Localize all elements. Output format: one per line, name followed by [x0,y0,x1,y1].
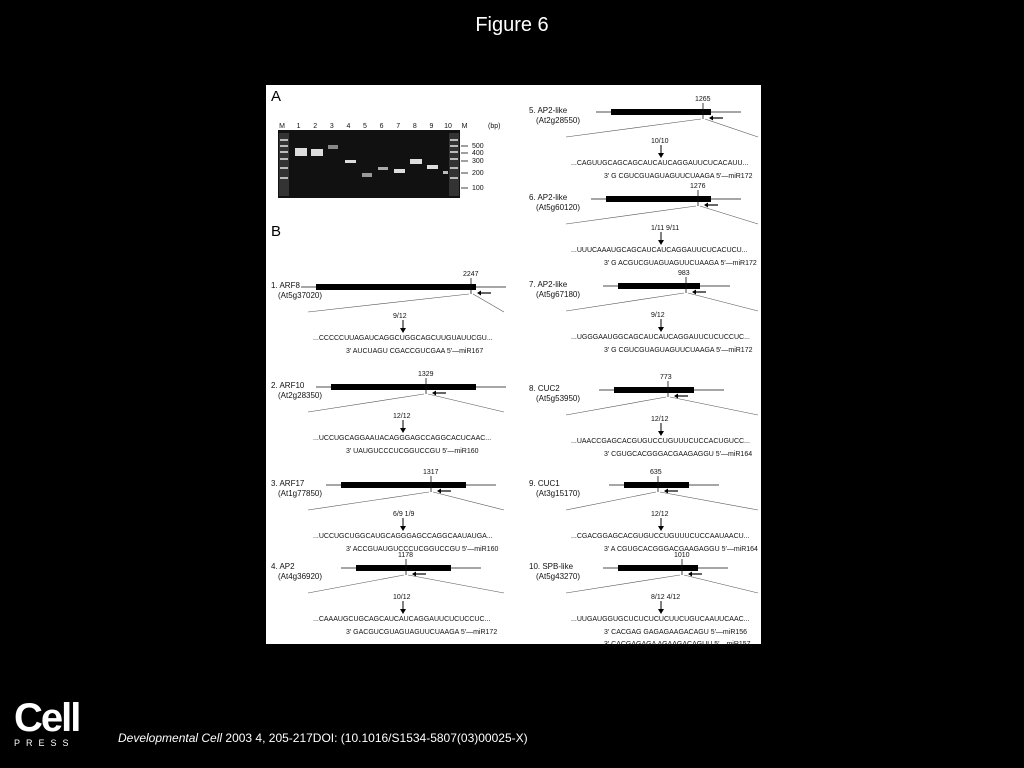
target-block [529,183,758,267]
gene-name: 4. AP2 [271,562,295,571]
gel-lane-label: 10 [444,123,452,130]
target-block [529,469,758,553]
gene-name: 7. AP2-like [529,280,568,289]
logo-press: PRESS [14,738,75,748]
mrna-sequence: ...UUGAUGGUGCUCUCUCUCUUCUGUCAAUUCAAC... [571,616,750,623]
cleavage-ratio: 10/10 [651,138,669,145]
target-block [529,270,758,354]
zoom-line [700,206,758,224]
logo-cell: Cell [14,696,80,740]
cleavage-ratio: 12/12 [393,413,411,420]
primer-arrowhead [437,489,441,494]
zoom-line [428,394,504,412]
site-position: 1276 [690,183,706,190]
gene-accession: (At5g60120) [536,203,581,212]
gene-name: 6. AP2-like [529,193,568,202]
cleavage-ratio: 8/12 4/12 [651,594,681,601]
primer-arrowhead [692,290,696,295]
primer-arrowhead [704,203,708,208]
gel-marker-label: 100 [472,185,484,192]
gel-lane-label: 3 [329,123,334,130]
cleavage-arrowhead [400,609,406,614]
zoom-line [566,397,666,415]
mirna-sequence: 3′ UAUGUCCCUCGGUCCGU 5′—miR160 [346,448,479,455]
zoom-line [308,294,469,312]
mrna-sequence: ...UAACCGAGCACGUGUCCUGUUUCUCCACUGUCC... [571,438,750,445]
gene-name: 3. ARF17 [271,479,305,488]
primer-arrowhead [477,291,481,296]
site-position: 1010 [674,552,690,559]
panel-label-b: B [271,223,282,240]
gene-accession: (At2g28350) [278,391,323,400]
zoom-line [308,492,429,510]
cleavage-ratio: 6/9 1/9 [393,511,415,518]
primer-arrowhead [432,391,436,396]
zoom-line [688,293,758,311]
gene-name: 2. ARF10 [271,381,305,390]
mirna-sequence: 3′ G ACGUCGUAGUAGUUCUAAGA 5′—miR172 [604,260,757,267]
gene-name: 5. AP2-like [529,106,568,115]
zoom-line [473,294,504,312]
gel-lane-label: 5 [363,123,367,130]
gene-name: 9. CUC1 [529,479,560,488]
cleavage-arrowhead [658,240,664,245]
mirna-sequence: 3′ GACGUCGUAGUAGUUCUAAGA 5′—miR172 [346,629,498,636]
site-position: 635 [650,469,662,476]
mrna-sequence: ...CGACGGAGCACGUGUCCUGUUUCUCCAAUAACU... [571,533,750,540]
mirna-sequence: 3′ G CGUCGUAGUAGUUCUAAGA 5′—miR172 [604,173,753,180]
target-block [271,469,504,553]
gel-lane-label: 1 [296,123,301,130]
zoom-line [660,492,758,510]
zoom-line [566,206,696,224]
gel-marker-labels [461,143,484,192]
mrna-sequence: ...CAGUUGCAGCAGCAUCAUCAGGAUUCUCACAUU... [571,160,749,167]
site-position: 983 [678,270,690,277]
zoom-line [684,575,758,593]
gel-lane-label: 4 [346,123,351,130]
site-position: 773 [660,374,672,381]
gene-name: 8. CUC2 [529,384,560,393]
zoom-line [433,492,504,510]
gel-lane-label: 7 [396,123,401,130]
zoom-line [308,575,404,593]
site-position: 1265 [695,96,711,103]
mirna-sequence: 3′ CGUGCACGGGACGAAGAGGU 5′—miR164 [604,451,753,458]
gel-marker-label: 300 [472,158,484,165]
gel-lane-label: 2 [313,123,318,130]
journal-name: Developmental Cell [118,731,223,745]
cleavage-ratio: 12/12 [651,511,669,518]
cleavage-arrowhead [658,526,664,531]
target-block [529,552,758,648]
panel-label-a: A [271,88,282,105]
cleavage-ratio: 1/11 9/11 [651,225,680,232]
cds-bar [618,283,700,289]
site-position: 1178 [398,552,414,559]
zoom-line [705,119,758,137]
mrna-sequence: ...CCCCCUUAGAUCAGGCUGGCAGCUUGUAUUCGU... [313,335,493,342]
gene-name: 10. SPB-like [529,562,574,571]
cds-bar [331,384,476,390]
mrna-sequence: ...UGGGAAUGGCAGCAUCAUCAGGAUUCUCUCCUC... [571,334,750,341]
cleavage-ratio: 9/12 [651,312,665,319]
mirna-sequence: 3′ ACCGUAUGUCCCUCGGUCCGU 5′—miR160 [346,546,499,553]
site-position: 1329 [418,371,434,378]
target-block [271,271,506,355]
gel-lane-label: 6 [379,123,384,130]
site-position: 2247 [463,271,479,278]
gene-accession: (At5g43270) [536,572,581,581]
cds-bar [341,482,466,488]
site-position: 1317 [423,469,439,476]
gene-name: 1. ARF8 [271,281,300,290]
cleavage-ratio: 10/12 [393,594,411,601]
gene-accession: (At3g15170) [536,489,581,498]
cds-bar [611,109,711,115]
gene-accession: (At5g37020) [278,291,323,300]
mrna-sequence: ...CAAAUGCUGCAGCAUCAUCAGGAUUCUCUCCUC... [313,616,491,623]
zoom-line [566,119,701,137]
figure-svg [266,85,761,648]
cds-bar [606,196,711,202]
gel-lane-label: M [279,123,285,130]
gel-marker-label: 400 [472,150,484,157]
cleavage-arrowhead [658,327,664,332]
gel-unit-label: (bp) [488,123,501,130]
mirna-sequence: 3′ A CGUGCACGGGACGAAGAGGU 5′—miR164 [604,546,758,553]
target-block [271,552,504,636]
primer-arrowhead [688,572,692,577]
target-block [529,96,758,180]
gel-image [278,130,460,198]
mrna-sequence: ...UUUCAAAUGCAGCAUCAUCAGGAUUCUCACUCU... [571,247,748,254]
zoom-line [308,394,424,412]
target-block [529,374,758,458]
cleavage-arrowhead [658,153,664,158]
gene-accession: (At5g53950) [536,394,581,403]
cds-bar [618,565,698,571]
gel-lane-label: 8 [412,123,417,130]
gene-accession: (At2g28550) [536,116,581,125]
gene-accession: (At1g77850) [278,489,323,498]
gene-accession: (At4g36920) [278,572,323,581]
cds-bar [624,482,689,488]
cleavage-arrowhead [658,431,664,436]
gel-marker-label: 500 [472,143,484,150]
zoom-line [566,293,684,311]
target-block [271,371,506,455]
cds-bar [316,284,476,290]
primer-arrowhead [709,116,713,121]
cleavage-arrowhead [658,609,664,614]
figure-title: Figure 6 [475,14,549,36]
cell-press-logo [14,696,86,748]
cleavage-ratio: 12/12 [651,416,669,423]
zoom-line [566,575,680,593]
mrna-sequence: ...UCCUGCUGGCAUGCAGGGAGCCAGGCAAUAUGA... [313,533,493,540]
cleavage-arrowhead [400,526,406,531]
gene-accession: (At5g67180) [536,290,581,299]
gel-lane-label: M [461,123,468,130]
gel-lane-labels [279,123,468,130]
citation-details: 2003 4, 205-217DOI: (10.1016/S1534-5807(03)00025-X) [222,731,528,745]
mrna-sequence: ...UCCUGCAGGAAUACAGGGAGCCAGGCACUCAAC... [313,435,492,442]
cds-bar [614,387,694,393]
zoom-line [408,575,504,593]
mirna-sequence-2: 3′ CACGAGAGA AGAAGACAGUU 5′—miR157 [604,641,751,648]
cleavage-ratio: 9/12 [393,313,407,320]
gel-lane-label: 9 [429,123,434,130]
mirna-sequence: 3′ CACGAG GAGAGAAGACAGU 5′—miR156 [604,629,748,636]
mirna-sequence: 3′ G CGUCGUAGUAGUUCUAAGA 5′—miR172 [604,347,753,354]
citation [118,731,528,745]
gel-marker-label: 200 [472,170,484,177]
zoom-line [670,397,758,415]
mirna-sequence: 3′ AUCUAGU CGACCGUCGAA 5′—miR167 [346,348,484,355]
figure-panel [266,85,761,648]
cleavage-arrowhead [400,428,406,433]
cleavage-arrowhead [400,328,406,333]
cds-bar [356,565,451,571]
